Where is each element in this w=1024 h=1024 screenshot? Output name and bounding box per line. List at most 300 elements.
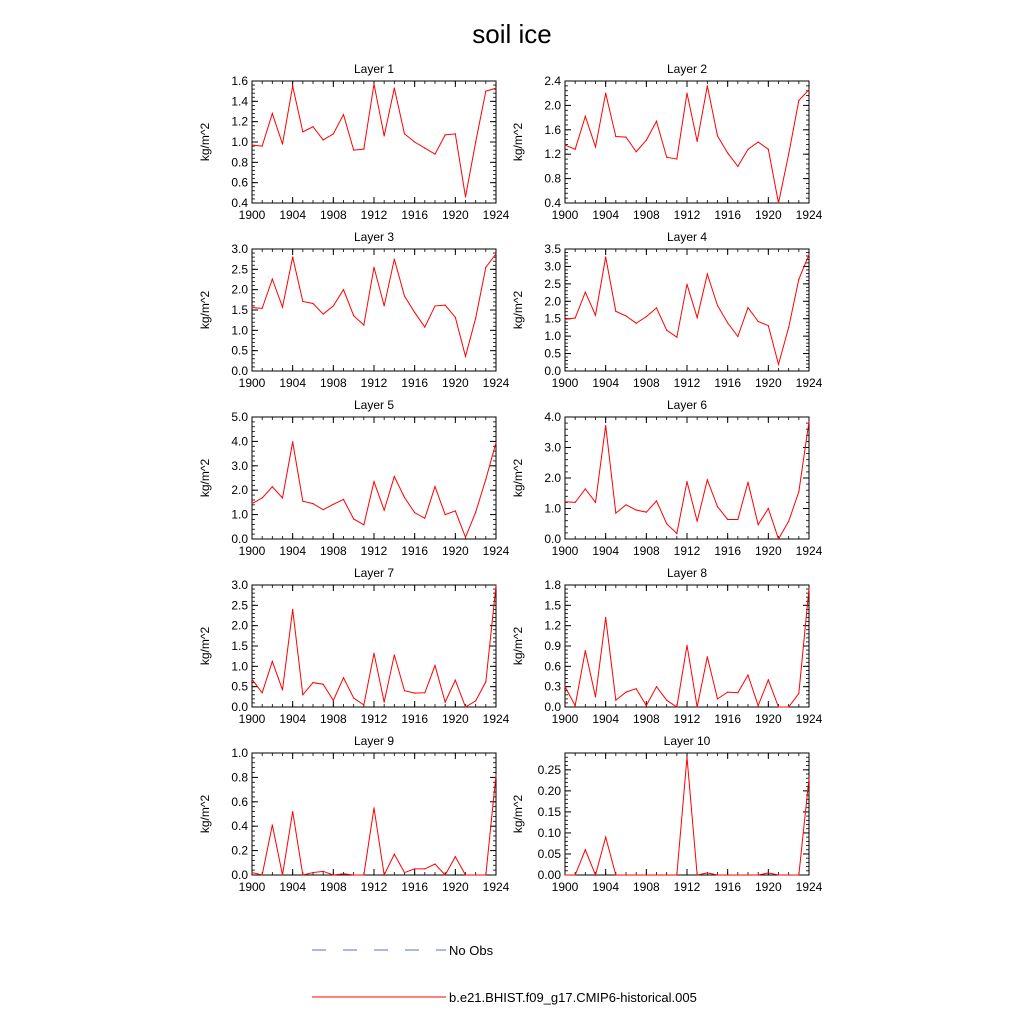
- data-point: [595, 315, 596, 316]
- data-point: [564, 144, 565, 145]
- data-point: [595, 874, 596, 875]
- x-tick-label: 1912: [673, 208, 701, 222]
- y-axis-label: kg/m^2: [511, 626, 525, 666]
- data-point: [282, 497, 283, 498]
- y-tick-label: 2.4: [544, 74, 561, 88]
- data-point: [768, 508, 769, 509]
- panel-title: Layer 8: [666, 566, 708, 580]
- y-tick-label: 0.15: [537, 804, 561, 819]
- panel-title: Layer 2: [666, 62, 708, 76]
- panel-6: [511, 398, 823, 558]
- data-point: [707, 273, 708, 274]
- y-tick-label: 0.4: [231, 819, 248, 834]
- data-point: [251, 679, 252, 680]
- y-tick-label: 0.05: [537, 846, 561, 861]
- y-tick-label: 3.0: [231, 458, 248, 473]
- data-point: [394, 259, 395, 260]
- data-point: [384, 135, 385, 136]
- data-point: [666, 157, 667, 158]
- data-point: [384, 510, 385, 511]
- y-tick-label: 2.0: [231, 282, 248, 297]
- x-tick-label: 1916: [401, 376, 429, 390]
- panel-10: [511, 734, 823, 894]
- data-point: [343, 114, 344, 115]
- y-tick-label: 4.0: [231, 434, 248, 449]
- data-point: [564, 686, 565, 687]
- data-point: [717, 506, 718, 507]
- y-tick-label: 4.0: [544, 410, 561, 424]
- x-tick-label: 1920: [441, 712, 469, 726]
- data-point: [737, 874, 738, 875]
- series-line: [252, 775, 496, 875]
- data-point: [625, 691, 626, 692]
- data-point: [615, 700, 616, 701]
- data-point: [564, 501, 565, 502]
- data-point: [778, 538, 779, 539]
- y-axis-label: kg/m^2: [511, 122, 525, 162]
- x-tick-label: 1920: [441, 544, 469, 558]
- data-point: [615, 512, 616, 513]
- data-point: [727, 691, 728, 692]
- data-point: [455, 317, 456, 318]
- x-tick-label: 1904: [279, 376, 307, 390]
- data-point: [778, 364, 779, 365]
- data-point: [373, 653, 374, 654]
- y-tick-label: 1.5: [231, 639, 248, 653]
- y-tick-label: 0.10: [537, 825, 561, 840]
- y-tick-label: 1.6: [231, 74, 248, 88]
- legend: [312, 943, 697, 1005]
- data-point: [737, 519, 738, 520]
- data-point: [485, 681, 486, 682]
- x-tick-label: 1924: [795, 712, 823, 726]
- x-tick-label: 1912: [360, 544, 388, 558]
- x-tick-label: 1920: [441, 376, 469, 390]
- data-point: [646, 316, 647, 317]
- x-tick-label: 1912: [673, 880, 701, 894]
- data-point: [485, 91, 486, 92]
- data-point: [747, 675, 748, 676]
- y-tick-label: 1.0: [231, 659, 248, 674]
- data-point: [445, 305, 446, 306]
- data-point: [676, 874, 677, 875]
- data-point: [475, 874, 476, 875]
- data-point: [424, 148, 425, 149]
- data-point: [455, 680, 456, 681]
- panel-title: Layer 4: [666, 230, 708, 244]
- data-point: [808, 421, 809, 422]
- series-line: [565, 255, 809, 365]
- data-point: [465, 196, 466, 197]
- x-tick-label: 1912: [360, 880, 388, 894]
- data-point: [353, 518, 354, 519]
- data-point: [475, 512, 476, 513]
- data-point: [686, 93, 687, 94]
- x-tick-label: 1912: [360, 376, 388, 390]
- data-point: [605, 256, 606, 257]
- x-tick-label: 1924: [482, 376, 510, 390]
- legend-label-no-obs: No Obs: [449, 943, 494, 958]
- data-point: [747, 149, 748, 150]
- data-point: [292, 441, 293, 442]
- y-tick-label: 0.25: [537, 762, 561, 777]
- y-tick-label: 3.0: [544, 259, 561, 274]
- y-tick-label: 1.0: [231, 507, 248, 522]
- data-point: [251, 307, 252, 308]
- plot-frame: [252, 753, 496, 875]
- data-point: [312, 872, 313, 873]
- data-point: [323, 509, 324, 510]
- data-point: [465, 356, 466, 357]
- data-point: [262, 692, 263, 693]
- data-point: [707, 656, 708, 657]
- y-axis-label: kg/m^2: [198, 458, 212, 498]
- y-tick-label: 0.5: [544, 346, 561, 361]
- x-tick-label: 1912: [673, 544, 701, 558]
- data-point: [373, 83, 374, 84]
- data-point: [646, 140, 647, 141]
- x-tick-label: 1900: [551, 544, 579, 558]
- data-point: [251, 872, 252, 873]
- data-point: [656, 121, 657, 122]
- data-point: [656, 686, 657, 687]
- data-point: [697, 521, 698, 522]
- panel-1: [198, 62, 510, 222]
- y-tick-label: 2.5: [231, 262, 248, 277]
- data-point: [808, 778, 809, 779]
- data-point: [404, 296, 405, 297]
- data-point: [758, 874, 759, 875]
- data-point: [353, 150, 354, 151]
- x-tick-label: 1900: [551, 208, 579, 222]
- data-point: [615, 311, 616, 312]
- data-point: [445, 134, 446, 135]
- data-point: [595, 146, 596, 147]
- x-tick-label: 1916: [714, 208, 742, 222]
- series-line: [565, 588, 809, 707]
- y-tick-label: 2.0: [231, 483, 248, 498]
- y-tick-label: 0.6: [544, 659, 561, 674]
- data-point: [394, 654, 395, 655]
- data-point: [394, 854, 395, 855]
- x-tick-label: 1924: [795, 880, 823, 894]
- data-point: [434, 863, 435, 864]
- data-point: [636, 509, 637, 510]
- data-point: [251, 144, 252, 145]
- data-point: [465, 874, 466, 875]
- data-point: [404, 133, 405, 134]
- data-point: [424, 518, 425, 519]
- data-point: [262, 308, 263, 309]
- data-point: [323, 139, 324, 140]
- x-tick-label: 1900: [551, 712, 579, 726]
- data-point: [768, 325, 769, 326]
- data-point: [717, 135, 718, 136]
- data-point: [758, 141, 759, 142]
- data-point: [788, 154, 789, 155]
- x-tick-label: 1916: [401, 712, 429, 726]
- data-point: [424, 326, 425, 327]
- panel-title: Layer 10: [663, 734, 711, 748]
- y-tick-label: 1.5: [231, 303, 248, 317]
- data-point: [625, 137, 626, 138]
- panel-3: [198, 230, 510, 390]
- data-point: [333, 133, 334, 134]
- data-point: [615, 136, 616, 137]
- panel-8: [511, 566, 823, 726]
- data-point: [788, 706, 789, 707]
- data-point: [323, 313, 324, 314]
- data-point: [414, 141, 415, 142]
- data-point: [475, 318, 476, 319]
- data-point: [798, 491, 799, 492]
- data-point: [495, 253, 496, 254]
- data-point: [758, 705, 759, 706]
- data-point: [788, 327, 789, 328]
- y-tick-label: 0.2: [231, 843, 248, 858]
- data-point: [768, 679, 769, 680]
- y-axis-label: kg/m^2: [198, 290, 212, 330]
- data-point: [585, 292, 586, 293]
- data-point: [686, 757, 687, 758]
- data-point: [495, 585, 496, 586]
- data-point: [333, 305, 334, 306]
- data-point: [676, 706, 677, 707]
- x-tick-label: 1924: [482, 544, 510, 558]
- x-tick-label: 1920: [754, 208, 782, 222]
- y-tick-label: 5.0: [231, 410, 248, 424]
- x-tick-label: 1916: [714, 376, 742, 390]
- data-point: [445, 874, 446, 875]
- data-point: [758, 321, 759, 322]
- y-tick-label: 1.0: [544, 501, 561, 516]
- data-point: [424, 868, 425, 869]
- y-tick-label: 1.5: [544, 311, 561, 326]
- data-point: [292, 257, 293, 258]
- y-tick-label: 0.0: [544, 364, 561, 378]
- panel-4: [511, 230, 823, 390]
- y-tick-label: 1.0: [231, 323, 248, 338]
- x-tick-label: 1904: [592, 208, 620, 222]
- data-point: [707, 872, 708, 873]
- data-point: [707, 479, 708, 480]
- plot-frame: [252, 585, 496, 707]
- y-tick-label: 0.3: [544, 679, 561, 694]
- data-point: [615, 874, 616, 875]
- x-tick-label: 1904: [279, 208, 307, 222]
- x-tick-label: 1920: [441, 208, 469, 222]
- x-tick-label: 1912: [673, 712, 701, 726]
- y-axis-label: kg/m^2: [198, 626, 212, 666]
- data-point: [717, 305, 718, 306]
- x-tick-label: 1924: [482, 712, 510, 726]
- y-tick-label: 0.0: [231, 364, 248, 378]
- data-point: [353, 874, 354, 875]
- series-line: [252, 442, 496, 537]
- data-point: [302, 301, 303, 302]
- x-tick-label: 1916: [714, 544, 742, 558]
- data-point: [758, 524, 759, 525]
- data-point: [737, 166, 738, 167]
- data-point: [768, 149, 769, 150]
- y-tick-label: 0.0: [544, 532, 561, 546]
- data-point: [564, 319, 565, 320]
- y-axis-label: kg/m^2: [511, 290, 525, 330]
- data-point: [575, 502, 576, 503]
- data-point: [778, 874, 779, 875]
- data-point: [363, 324, 364, 325]
- data-point: [424, 692, 425, 693]
- plot-frame: [252, 81, 496, 203]
- data-point: [564, 874, 565, 875]
- x-tick-label: 1920: [754, 712, 782, 726]
- data-point: [312, 303, 313, 304]
- y-axis-label: kg/m^2: [511, 794, 525, 834]
- x-tick-label: 1912: [673, 376, 701, 390]
- x-tick-label: 1924: [795, 544, 823, 558]
- data-point: [798, 100, 799, 101]
- x-tick-label: 1904: [592, 712, 620, 726]
- data-point: [434, 665, 435, 666]
- data-point: [384, 305, 385, 306]
- data-point: [697, 141, 698, 142]
- data-point: [495, 774, 496, 775]
- data-point: [686, 645, 687, 646]
- x-tick-label: 1904: [279, 544, 307, 558]
- data-point: [625, 315, 626, 316]
- x-tick-label: 1924: [482, 208, 510, 222]
- data-point: [727, 152, 728, 153]
- data-point: [262, 874, 263, 875]
- data-point: [656, 307, 657, 308]
- data-point: [445, 702, 446, 703]
- x-tick-label: 1924: [795, 208, 823, 222]
- data-point: [302, 131, 303, 132]
- data-point: [605, 617, 606, 618]
- data-point: [465, 537, 466, 538]
- y-tick-label: 3.0: [544, 440, 561, 455]
- panel-5: [198, 398, 510, 558]
- data-point: [697, 317, 698, 318]
- data-point: [353, 315, 354, 316]
- data-point: [727, 322, 728, 323]
- panels: [198, 62, 823, 894]
- data-point: [302, 694, 303, 695]
- data-point: [585, 849, 586, 850]
- data-point: [394, 476, 395, 477]
- plot-frame: [565, 81, 809, 203]
- x-tick-label: 1908: [319, 544, 347, 558]
- data-point: [485, 479, 486, 480]
- y-tick-label: 2.0: [544, 294, 561, 309]
- data-point: [788, 521, 789, 522]
- data-point: [363, 149, 364, 150]
- data-point: [455, 133, 456, 134]
- x-tick-label: 1920: [754, 880, 782, 894]
- data-point: [373, 481, 374, 482]
- data-point: [353, 697, 354, 698]
- data-point: [475, 700, 476, 701]
- x-tick-label: 1908: [319, 376, 347, 390]
- y-tick-label: 0.00: [537, 868, 561, 882]
- y-tick-label: 0.5: [231, 343, 248, 358]
- y-tick-label: 1.5: [544, 598, 561, 613]
- data-point: [697, 706, 698, 707]
- data-point: [445, 514, 446, 515]
- data-point: [312, 682, 313, 683]
- y-axis-label: kg/m^2: [198, 794, 212, 834]
- x-tick-label: 1912: [360, 712, 388, 726]
- x-tick-label: 1900: [238, 712, 266, 726]
- data-point: [666, 874, 667, 875]
- y-tick-label: 0.4: [231, 196, 248, 210]
- data-point: [778, 202, 779, 203]
- figure-title: soil ice: [472, 19, 552, 49]
- y-axis-label: kg/m^2: [198, 122, 212, 162]
- y-tick-label: 0.4: [544, 196, 561, 210]
- data-point: [272, 113, 273, 114]
- data-point: [737, 692, 738, 693]
- data-point: [676, 533, 677, 534]
- y-tick-label: 1.8: [544, 578, 561, 592]
- data-point: [768, 872, 769, 873]
- series-line: [565, 757, 809, 875]
- y-tick-label: 0.6: [231, 794, 248, 809]
- data-point: [414, 312, 415, 313]
- data-point: [676, 158, 677, 159]
- data-point: [282, 689, 283, 690]
- plot-frame: [565, 753, 809, 875]
- data-point: [343, 499, 344, 500]
- data-point: [686, 481, 687, 482]
- x-tick-label: 1912: [360, 208, 388, 222]
- data-point: [747, 874, 748, 875]
- data-point: [333, 504, 334, 505]
- y-tick-label: 1.6: [544, 122, 561, 137]
- x-tick-label: 1900: [238, 376, 266, 390]
- data-point: [404, 497, 405, 498]
- data-point: [455, 856, 456, 857]
- data-point: [282, 874, 283, 875]
- x-tick-label: 1900: [238, 880, 266, 894]
- data-point: [666, 523, 667, 524]
- data-point: [363, 524, 364, 525]
- data-point: [727, 874, 728, 875]
- y-tick-label: 3.0: [231, 242, 248, 256]
- data-point: [585, 488, 586, 489]
- data-point: [373, 807, 374, 808]
- data-point: [384, 702, 385, 703]
- x-tick-label: 1908: [632, 208, 660, 222]
- y-tick-label: 0.8: [231, 770, 248, 785]
- data-point: [404, 690, 405, 691]
- data-point: [251, 503, 252, 504]
- x-tick-label: 1908: [632, 712, 660, 726]
- data-point: [272, 486, 273, 487]
- data-point: [292, 85, 293, 86]
- panel-title: Layer 9: [353, 734, 395, 748]
- data-point: [343, 289, 344, 290]
- data-point: [575, 149, 576, 150]
- y-tick-label: 2.5: [544, 276, 561, 291]
- y-tick-label: 1.0: [231, 135, 248, 149]
- y-tick-label: 0.9: [544, 639, 561, 653]
- panel-9: [198, 734, 510, 894]
- x-tick-label: 1900: [551, 376, 579, 390]
- data-point: [595, 502, 596, 503]
- data-point: [636, 323, 637, 324]
- data-point: [394, 88, 395, 89]
